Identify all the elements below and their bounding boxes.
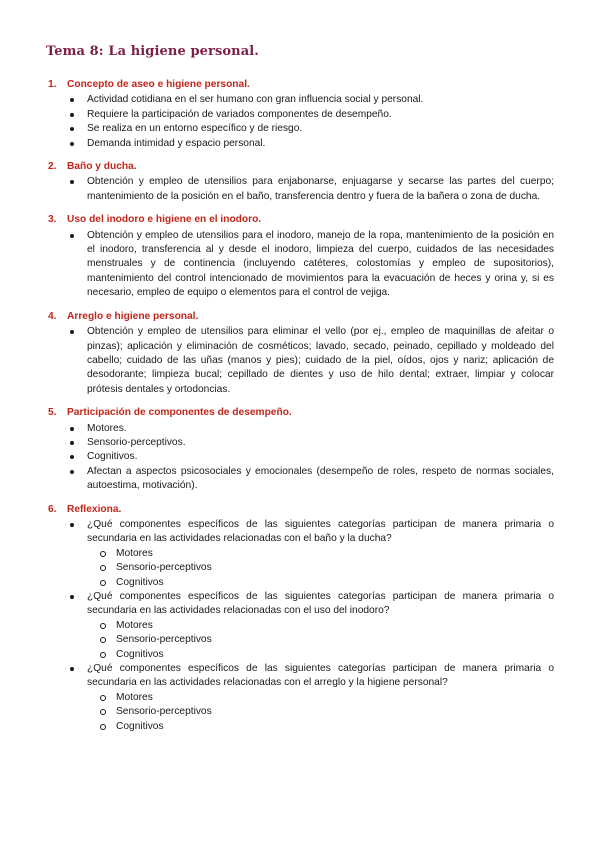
list-item: Obtención y empleo de utensilios para enjabonarse, enjuagarse y secarse las partes del cuerpo; mantenimiento de la posición en el baño, transferencia dentro y fuera de la bañera o zona de ducha.: [46, 175, 554, 204]
section-title: Reflexiona.: [67, 503, 122, 515]
section-heading: [46, 503, 554, 517]
bullet-list: [46, 325, 554, 397]
question-item: [46, 518, 554, 590]
section-title: Participación de componentes de desempeño.: [67, 407, 292, 419]
list-item: Obtención y empleo de utensilios para eliminar el vello (por ej., empleo de maquinillas de afeitar o pinzas); aplicación y eliminación de cosméticos; lavado, secado, peinado, cepillado y moldeado del cabello; cuidado de las uñas (manos y pies); cuidado de la piel, oídos, ojos y nariz; aplicación de desodorante; limpieza bucal; cepillado de dientes y uso de hilo dental; extraer, limpiar y colocar prótesis dentales y ortodoncias.: [46, 325, 554, 397]
list-item: Sensorio-perceptivos.: [46, 436, 554, 450]
list-item: Afectan a aspectos psicosociales y emocionales (desempeño de roles, respeto de normas sociales, autoestima, motivación).: [46, 465, 554, 494]
option-list: [46, 619, 554, 662]
question-list: [46, 518, 554, 734]
list-item: Demanda intimidad y espacio personal.: [46, 137, 554, 151]
section-componentes: [46, 406, 554, 493]
section-title: Uso del inodoro e higiene en el inodoro.: [67, 214, 262, 226]
option-item: Sensorio-perceptivos: [46, 705, 554, 719]
section-heading: [46, 310, 554, 324]
section-title: Concepto de aseo e higiene personal.: [67, 79, 250, 90]
section-number: 6.: [48, 503, 57, 515]
section-number: 1.: [48, 79, 57, 90]
section-inodoro: [46, 213, 554, 300]
bullet-list: [46, 422, 554, 494]
section-reflexiona: [46, 503, 554, 735]
question-text: ¿Qué componentes específicos de las siguientes categorías participan de manera primaria o secundaria en las actividades relacionadas con el arreglo y la higiene personal?: [46, 662, 554, 691]
section-heading: [46, 213, 554, 227]
section-title: Arreglo e higiene personal.: [67, 310, 199, 322]
question-text: ¿Qué componentes específicos de las siguientes categorías participan de manera primaria o secundaria en las actividades relacionadas con el uso del inodoro?: [46, 590, 554, 619]
section-arreglo: [46, 310, 554, 397]
option-list: [46, 691, 554, 734]
section-heading: [46, 160, 554, 174]
question-item: [46, 590, 554, 662]
list-item: Motores.: [46, 422, 554, 436]
option-item: Motores: [46, 691, 554, 705]
option-item: Sensorio-perceptivos: [46, 633, 554, 647]
option-item: Motores: [46, 547, 554, 561]
question-item: [46, 662, 554, 734]
section-heading: [46, 406, 554, 420]
option-item: Cognitivos: [46, 576, 554, 590]
list-item: Actividad cotidiana en el ser humano con gran influencia social y personal.: [46, 93, 554, 107]
option-item: Cognitivos: [46, 648, 554, 662]
section-bano-ducha: [46, 160, 554, 204]
document-body: [46, 78, 554, 743]
list-item: Requiere la participación de variados componentes de desempeño.: [46, 108, 554, 122]
bullet-list: [46, 229, 554, 301]
section-number: 2.: [48, 161, 57, 173]
section-title: Baño y ducha.: [67, 161, 137, 173]
option-list: [46, 547, 554, 590]
page-title: Tema 8: La higiene personal.: [46, 44, 259, 59]
option-item: Motores: [46, 619, 554, 633]
section-number: 5.: [48, 407, 57, 419]
bullet-list: [46, 175, 554, 204]
question-text: ¿Qué componentes específicos de las siguientes categorías participan de manera primaria o secundaria en las actividades relacionadas con el baño y la ducha?: [46, 518, 554, 547]
option-item: Cognitivos: [46, 720, 554, 734]
option-item: Sensorio-perceptivos: [46, 561, 554, 575]
list-item: Obtención y empleo de utensilios para el inodoro, manejo de la ropa, mantenimiento de la posición en el inodoro, transferencia al y desde el inodoro, limpieza del cuerpo, cuidados de las necesidades menstruales y de continencia (incluyendo catéteres, colostomías y empleo de supositorios), mantenimiento del control intencionado de movimientos para la evacuación de heces y orina y, si es necesario, empleo de equipo o elementos para el control de vejiga.: [46, 229, 554, 301]
section-number: 3.: [48, 214, 57, 226]
section-concepto: [46, 78, 554, 151]
bullet-list: [46, 93, 554, 151]
list-item: Cognitivos.: [46, 450, 554, 464]
list-item: Se realiza en un entorno específico y de riesgo.: [46, 122, 554, 136]
section-heading: [46, 78, 554, 92]
section-number: 4.: [48, 310, 57, 322]
